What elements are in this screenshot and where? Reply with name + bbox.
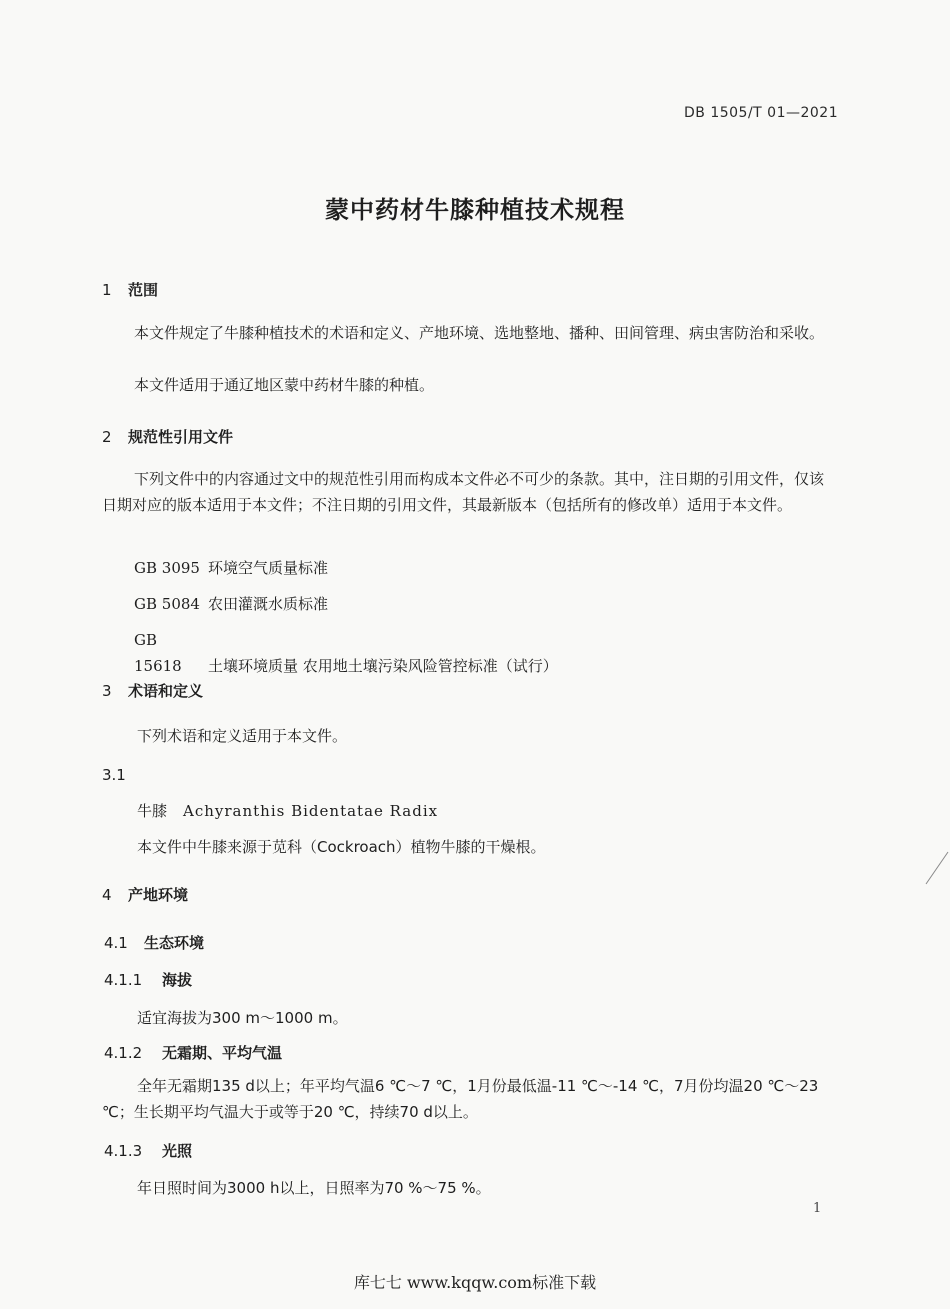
term-name: 牛膝 [137, 802, 168, 820]
section-title: 规范性引用文件 [128, 428, 234, 446]
section-3-heading [102, 680, 203, 701]
section-1-paragraph-2: 本文件适用于通辽地区蒙中药材牛膝的种植。 [134, 376, 435, 394]
section-number: 4 [102, 886, 112, 904]
term-entry [137, 798, 438, 824]
document-number: DB 1505/T 01—2021 [684, 105, 839, 121]
reference-item [134, 555, 328, 581]
climate-text: 全年无霜期135 d以上；年平均气温6 ℃～7 ℃，1月份最低温-11 ℃～-14 ℃，7月份均温20 ℃～23 ℃；生长期平均气温大于或等于20 ℃，持续70 d以上。 [102, 1077, 819, 1121]
footer-watermark: 库七七 www.kqqw.com标准下载 [353, 1273, 597, 1292]
document-title: 蒙中药材牛膝种植技术规程 [325, 196, 625, 224]
subsection-4-1-heading [104, 932, 204, 953]
reference-code: GB 15618 [134, 631, 182, 675]
reference-code: GB 3095 [134, 559, 200, 577]
scan-mark [920, 850, 950, 890]
subsection-4-1-3-heading [104, 1140, 192, 1161]
subsection-title: 海拔 [162, 971, 193, 989]
altitude-text: 适宜海拔为300 m～1000 m。 [137, 1009, 348, 1027]
sunlight-text: 年日照时间为3000 h以上，日照率为70 %～75 %。 [137, 1179, 491, 1197]
subsection-number: 4.1.1 [104, 971, 143, 989]
section-4-heading [102, 884, 188, 905]
reference-item [134, 591, 328, 617]
reference-title: 土壤环境质量 农用地土壤污染风险管控标准（试行） [208, 657, 558, 675]
section-number: 1 [102, 281, 112, 299]
subsection-number: 4.1 [104, 934, 128, 952]
subsection-title: 无霜期、平均气温 [162, 1044, 283, 1062]
section-title: 范围 [128, 281, 159, 299]
section-2-heading [102, 426, 233, 447]
reference-title: 农田灌溉水质标准 [208, 595, 329, 613]
section-1-heading [102, 279, 158, 300]
subsection-4-1-1-heading [104, 969, 192, 990]
term-number: 3.1 [102, 766, 126, 784]
section-title: 术语和定义 [128, 682, 204, 700]
reference-item [134, 627, 558, 679]
reference-title: 环境空气质量标准 [208, 559, 329, 577]
subsection-title: 光照 [162, 1142, 193, 1160]
subsection-number: 4.1.3 [104, 1142, 143, 1160]
section-title: 产地环境 [128, 886, 189, 904]
reference-code: GB 5084 [134, 595, 200, 613]
section-3-paragraph-1: 下列术语和定义适用于本文件。 [137, 727, 348, 745]
section-number: 3 [102, 682, 112, 700]
section-number: 2 [102, 428, 112, 446]
subsection-number: 4.1.2 [104, 1044, 143, 1062]
term-definition: 本文件中牛膝来源于苋科（Cockroach）植物牛膝的干燥根。 [137, 838, 546, 856]
page-number: 1 [813, 1201, 822, 1216]
subsection-title: 生态环境 [144, 934, 205, 952]
section-1-paragraph-1: 本文件规定了牛膝种植技术的术语和定义、产地环境、选地整地、播种、田间管理、病虫害防治和采收。 [134, 324, 825, 342]
term-latin-name: Achyranthis Bidentatae Radix [183, 802, 439, 820]
subsection-4-1-2-heading [104, 1042, 282, 1063]
section-2-paragraph-1: 下列文件中的内容通过文中的规范性引用而构成本文件必不可少的条款。其中，注日期的引用文件，仅该日期对应的版本适用于本文件；不注日期的引用文件，其最新版本（包括所有的修改单）适用于本文件。 [102, 470, 825, 514]
